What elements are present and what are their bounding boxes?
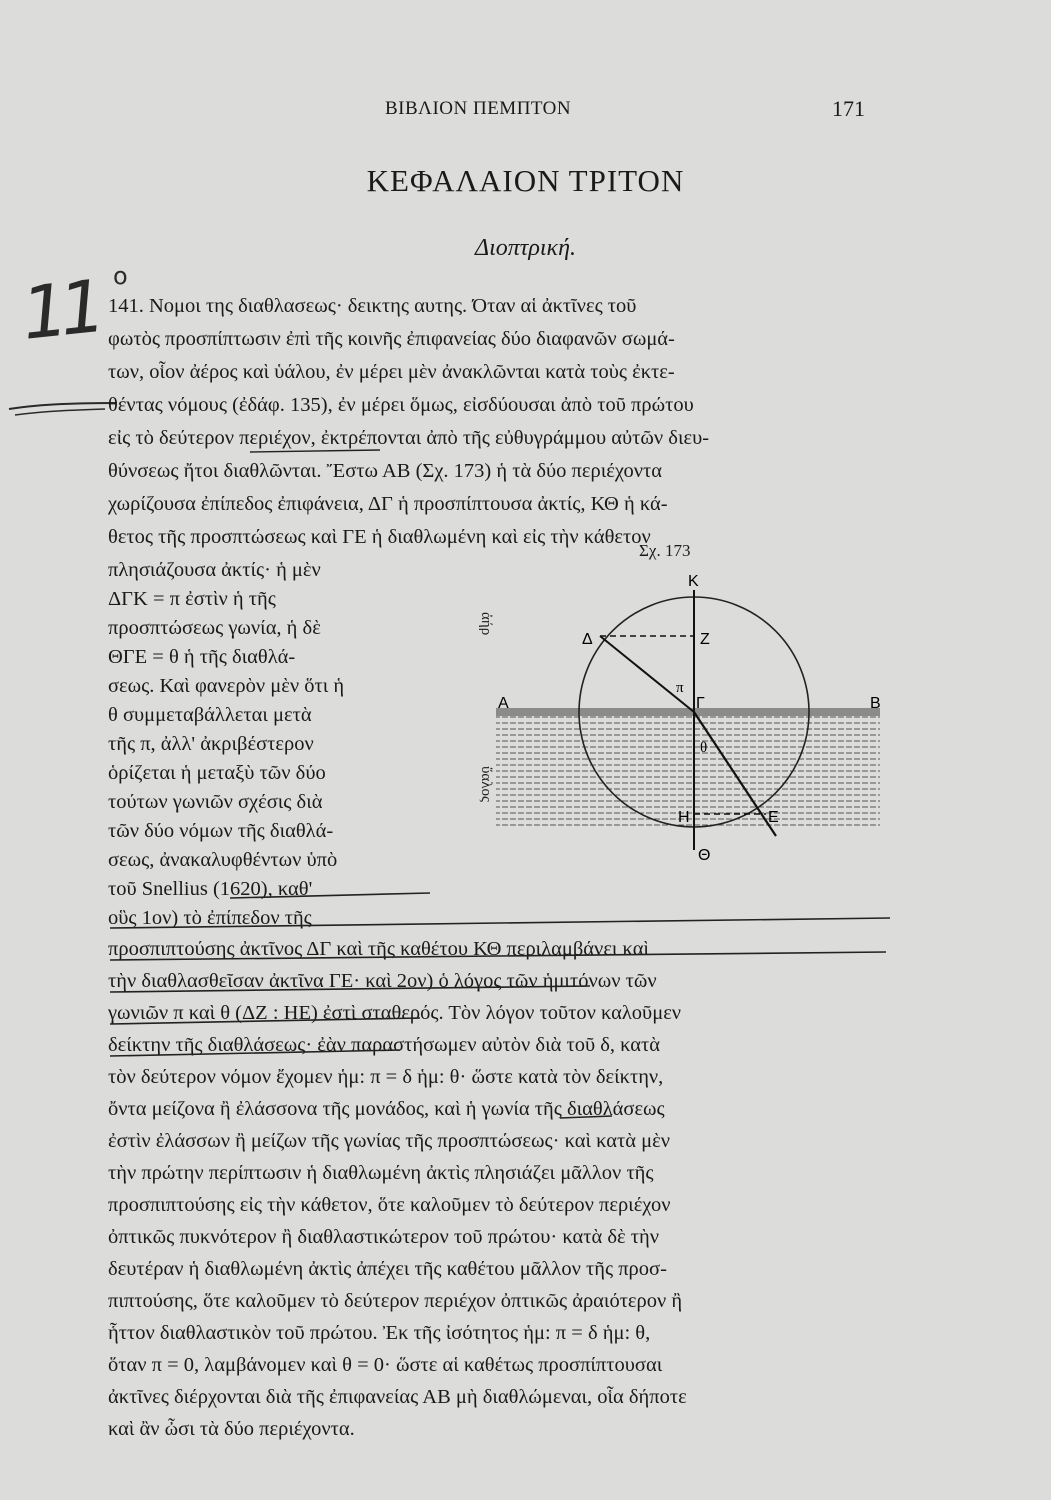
text-line: θ συμμεταβάλλεται μετὰ [108, 704, 312, 726]
text-line: σεως, ἀνακαλυφθέντων ὑπὸ [108, 849, 338, 871]
interface-surface [496, 708, 880, 716]
point-B: Β [870, 695, 881, 712]
text-line: τῆς π, ἀλλ' ἀκριβέστερον [108, 733, 314, 755]
text-line: τῶν δύο νόμων τῆς διαθλά- [108, 820, 334, 842]
text-line: προσπτώσεως γωνία, ἡ δὲ [108, 617, 321, 639]
text-line: ἧττον διαθλαστικὸν τοῦ πρώτου. Ἐκ τῆς ἰσότητος ἡμ: π = δ ἡμ: θ, [108, 1322, 651, 1344]
text-line: τὸν δεύτερον νόμον ἔχομεν ἡμ: π = δ ἡμ: θ· ὥστε κατὰ τὸν δείκτην, [108, 1066, 664, 1088]
figure-caption: Σχ. 173 [639, 541, 691, 560]
text-line: προσπιπτούσης ἀκτῖνος ΔΓ καὶ τῆς καθέτου ΚΘ περιλαμβάνει καὶ [108, 938, 649, 960]
point-A: Α [498, 695, 509, 712]
handwritten-margin-sup: ο [113, 262, 128, 290]
text-line: γωνιῶν π καὶ θ (ΔΖ : ΗΕ) ἐστὶ σταθερός. Τὸν λόγον τοῦτον καλοῦμεν [108, 1002, 682, 1024]
handwritten-margin-note: 11 [17, 264, 102, 356]
text-line: τούτων γωνιῶν σχέσις διὰ [108, 791, 323, 813]
page-number: 171 [832, 96, 865, 121]
point-D: Δ [582, 631, 593, 648]
label-glass: ὕαλος [478, 766, 494, 802]
text-line: προσπιπτούσης εἰς τὴν κάθετον, ὅτε καλοῦμεν τὸ δεύτερον περιέχον [108, 1194, 671, 1216]
text-line: πιπτούσης, ὅτε καλοῦμεν τὸ δεύτερον περιέχον ὀπτικῶς ἀραιότερον ἢ [108, 1290, 683, 1312]
section-title: Διοπτρική. [475, 235, 576, 261]
text-line: τὴν διαθλασθεῖσαν ἀκτῖνα ΓΕ· καὶ 2ον) ὁ λόγος τῶν ἡμιτόνων τῶν [108, 970, 657, 992]
text-line: ΘΓΕ = θ ἡ τῆς διαθλά- [108, 646, 296, 668]
point-H: Η [678, 809, 690, 826]
point-Z: Ζ [700, 631, 710, 648]
point-E: Ε [768, 809, 779, 826]
angle-theta: θ [700, 740, 708, 756]
text-line: θύνσεως ἤτοι διαθλῶνται. Ἔστω ΑΒ (Σχ. 173) ἡ τὰ δύο περιέχοντα [108, 460, 662, 482]
text-line: φωτὸς προσπίπτωσιν ἐπὶ τῆς κοινῆς ἐπιφανείας δύο διαφανῶν σωμά- [108, 328, 675, 350]
text-line: χωρίζουσα ἐπίπεδος ἐπιφάνεια, ΔΓ ἡ προσπίπτουσα ἀκτίς, ΚΘ ἡ κά- [108, 493, 668, 515]
text-line: ἀκτῖνες διέρχονται διὰ τῆς ἐπιφανείας ΑΒ μὴ διαθλώμεναι, οἷα δήποτε [108, 1386, 687, 1408]
text-line: δευτέραν ἡ διαθλωμένη ἀκτὶς ἀπέχει τῆς καθέτου μᾶλλον τῆς προσ- [108, 1258, 667, 1280]
text-line: καὶ ἂν ὦσι τὰ δύο περιέχοντα. [108, 1418, 355, 1440]
text-line: τοῦ Snellius (1620), καθ' [108, 878, 313, 900]
text-line: ὁρίζεται ἡ μεταξὺ τῶν δύο [108, 762, 326, 784]
text-line: ὀπτικῶς πυκνότερον ἢ διαθλαστικώτερον τοῦ πρώτου· κατὰ δὲ τὴν [108, 1226, 659, 1248]
text-line: πλησιάζουσα ἀκτίς· ἡ μὲν [108, 559, 321, 581]
text-line: ὅταν π = 0, λαμβάνομεν καὶ θ = 0· ὥστε αἱ καθέτως προσπίπτουσαι [108, 1354, 663, 1376]
incident-ray [600, 636, 694, 712]
text-line: σεως. Καὶ φανερὸν μὲν ὅτι ἡ [108, 675, 345, 697]
text-line: ἐστὶν ἐλάσσων ἢ μείζων τῆς γωνίας τῆς προσπτώσεως· καὶ κατὰ μὲν [108, 1130, 670, 1152]
text-line: τὴν πρώτην περίπτωσιν ἡ διαθλωμένη ἀκτὶς πλησιάζει μᾶλλον τῆς [108, 1162, 654, 1184]
text-line: θετος τῆς προσπτώσεως καὶ ΓΕ ἡ διαθλωμένη καὶ εἰς τὴν κάθετον [108, 526, 651, 548]
text-line: ΔΓΚ = π ἐστὶν ἡ τῆς [108, 588, 276, 610]
text-line: ὄντα μείζονα ἢ ἐλάσσονα τῆς μονάδος, καὶ ἡ γωνία τῆς διαθλάσεως [108, 1098, 665, 1120]
chapter-title: ΚΕΦΑΛΑΙΟΝ ΤΡΙΤΟΝ [366, 163, 685, 198]
running-head: ΒΙΒΛΙΟΝ ΠΕΜΠΤΟΝ [385, 98, 572, 119]
point-Theta: Θ [698, 847, 711, 864]
point-K: Κ [688, 573, 699, 590]
text-line: 141. Νομοι της διαθλασεως· δεικτης αυτης. Όταν αἱ ἀκτῖνες τοῦ [108, 295, 637, 317]
text-line: εἰς τὸ δεύτερον περιέχον, ἐκτρέπονται ἀπὸ τῆς εὐθυγράμμου αὐτῶν διευ- [108, 427, 710, 449]
point-G: Γ [696, 695, 705, 712]
refraction-diagram [470, 540, 910, 880]
angle-pi: π [676, 680, 684, 696]
text-line: θέντας νόμους (ἐδάφ. 135), ἐν μέρει ὅμως, εἰσδύουσαι ἀπὸ τοῦ πρώτου [108, 394, 694, 416]
label-air: ἀήρ [478, 612, 494, 636]
text-line: οὓς 1ον) τὸ ἐπίπεδον τῆς [108, 907, 312, 929]
text-line: των, οἷον ἀέρος καὶ ὑάλου, ἐν μέρει μὲν ἀνακλῶνται κατὰ τοὺς ἐκτε- [108, 361, 675, 383]
text-line: δείκτην τῆς διαθλάσεως· ἐὰν παραστήσωμεν αὐτὸν διὰ τοῦ δ, κατὰ [108, 1034, 661, 1056]
